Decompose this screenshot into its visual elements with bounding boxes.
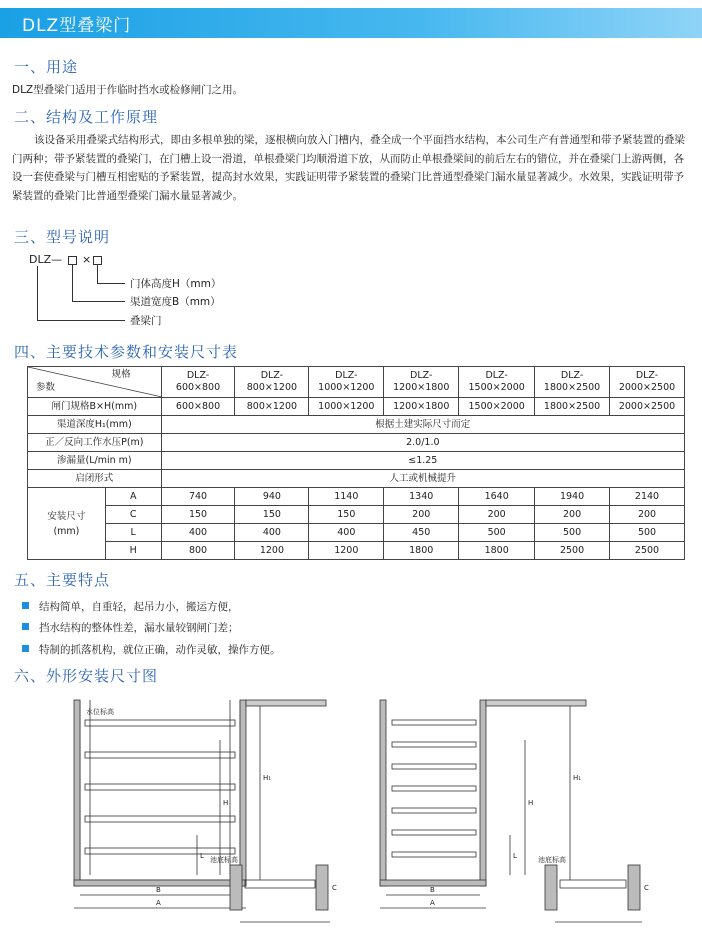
table-cell: 1340 [384,488,459,506]
leader-h-horizontal [97,283,125,284]
feature-text-1: 结构简单，自重轻，起吊力小，搬运方便， [39,601,239,613]
dim-h-label: H [223,799,229,807]
table-cell: 1500×2000 [459,398,535,416]
channel-depth-value: 根据土建实际尺寸而定 [161,416,684,434]
corner-param-label: 参数 [36,382,56,393]
model-code-times: × [82,253,92,266]
section-4-title: 四、主要技术参数和安装尺寸表 [14,343,239,361]
table-cell: 1800×2500 [535,398,610,416]
dim-c-label: C [332,884,337,892]
table-cell: 500 [535,524,610,542]
row-label-channel-depth: 渠道深度H₁(mm) [28,416,162,434]
dim-l-label: L [200,852,204,860]
spec-header-2: DLZ- 800×1200 [235,367,309,398]
dim-a-label: A [156,899,161,907]
model-label-height: 门体高度H（mm） [130,278,222,290]
row-label-operation: 启闭形式 [28,470,162,488]
table-row [28,524,685,542]
title-banner [0,8,702,38]
model-code-prefix: DLZ— [29,253,63,266]
table-corner-cell [28,367,162,398]
table-cell: 500 [610,524,685,542]
corner-spec-label: 规格 [111,369,131,380]
row-label-pressure: 正／反向工作水压P(m) [28,434,162,452]
section-2-title: 二、结构及工作原理 [14,108,159,126]
banner-title: DLZ型叠梁门 [22,16,132,36]
section-1-title: 一、用途 [14,58,79,76]
install-drawing-left [60,690,345,930]
water-level-label: 水位标高 [86,708,114,716]
spec-header-3: DLZ- 1000×1200 [309,367,384,398]
dim-b-label: B [156,886,161,894]
table-cell: 200 [384,506,459,524]
pressure-value: 2.0/1.0 [161,434,684,452]
table-cell: 400 [309,524,384,542]
section-5-title: 五、主要特点 [14,571,111,589]
table-cell: 1140 [309,488,384,506]
spec-header-1: DLZ- 600×800 [161,367,235,398]
leader-name-vertical [37,266,38,320]
leader-b-vertical [72,265,73,301]
bullet-square-icon [22,645,29,652]
bullet-square-icon [22,602,29,609]
spec-header-6: DLZ- 1800×2500 [535,367,610,398]
table-row [28,488,685,506]
table-cell: 200 [535,506,610,524]
table-row [28,416,685,434]
table-cell: 150 [235,506,309,524]
dim-h-label-right: H [528,799,534,807]
dim-h1-label-right: H₁ [573,774,582,782]
table-cell: 400 [235,524,309,542]
table-cell: 2000×2500 [610,398,685,416]
section-3-title: 三、型号说明 [14,228,111,246]
table-row [28,398,685,416]
table-cell: 600×800 [161,398,235,416]
dim-b-label-right: B [430,886,435,894]
operation-value: 人工或机械提升 [161,470,684,488]
table-cell: 1800 [459,542,535,560]
table-cell: 740 [161,488,235,506]
spec-table [27,366,685,560]
section-1-text: DLZ型叠梁门适用于作临时挡水或检修闸门之用。 [12,84,244,96]
leader-name-horizontal [37,320,125,321]
table-cell: 200 [459,506,535,524]
install-key-l: L [105,524,161,542]
model-box-h [93,256,102,265]
spec-header-4: DLZ- 1200×1800 [384,367,459,398]
install-key-a: A [105,488,161,506]
feature-item-2 [22,620,239,635]
leader-h-vertical [97,265,98,283]
table-cell: 800 [161,542,235,560]
install-drawing-right [370,690,670,930]
row-label-leakage: 渗漏量(L/min m) [28,452,162,470]
table-cell: 450 [384,524,459,542]
leader-b-horizontal [72,301,125,302]
table-cell: 800×1200 [235,398,309,416]
table-cell: 1640 [459,488,535,506]
model-label-name: 叠梁门 [130,315,162,327]
model-box-b [68,256,77,265]
leakage-value: ≤1.25 [161,452,684,470]
table-cell: 1800 [384,542,459,560]
dim-c-label-right: C [644,884,649,892]
bottom-level-label-right: 池底标高 [538,856,566,864]
table-cell: 940 [235,488,309,506]
bullet-square-icon [22,623,29,630]
model-label-width: 渠道宽度B（mm） [130,296,221,308]
dim-a-label-right: A [430,899,435,907]
section-2-text: 该设备采用叠梁式结构形式，即由多根单独的梁，逐根横向放入门槽内，叠全成一个平面挡水结构，本公司生产有普通型和带予紧装置的叠梁门两种；带予紧装置的叠梁门，在门槽上设一滑道，单根叠梁门均顺滑道下放，从而防止单根叠梁间的前后左右的错位，并在叠梁门上游两侧，各设一套使叠梁与门槽互相密贴的予紧装置，提高封水效果，实践证明带予紧装置的叠梁门比普通型叠梁门漏水量显著减少。水效果，实践证明带予紧装置的叠梁门比普通型叠梁门漏水量显著减少。 [12,134,685,202]
row-label-gate-spec: 闸门规格B×H(mm) [28,398,162,416]
table-cell: 2500 [535,542,610,560]
table-cell: 2140 [610,488,685,506]
install-key-c: C [105,506,161,524]
table-cell: 200 [610,506,685,524]
table-row [28,542,685,560]
table-cell: 1200 [309,542,384,560]
feature-item-1 [22,599,239,614]
table-cell: 2500 [610,542,685,560]
dim-l-label-right: L [513,852,517,860]
table-row [28,506,685,524]
dim-h1-label: H₁ [263,774,272,782]
table-cell: 1200 [235,542,309,560]
install-key-h: H [105,542,161,560]
row-label-install: 安装尺寸 (mm) [28,488,106,560]
bottom-level-label: 池底标高 [210,856,238,864]
table-cell: 1000×1200 [309,398,384,416]
feature-text-3: 特制的抓落机构，就位正确，动作灵敏，操作方便。 [39,644,281,656]
table-cell: 500 [459,524,535,542]
table-row [28,470,685,488]
feature-text-2: 挡水结构的整体性差，漏水量较钢闸门差； [39,622,239,634]
section-6-title: 六、外形安装尺寸图 [14,667,159,685]
table-row [28,452,685,470]
table-cell: 150 [309,506,384,524]
table-cell: 150 [161,506,235,524]
spec-header-5: DLZ- 1500×2000 [459,367,535,398]
table-cell: 1940 [535,488,610,506]
table-cell: 400 [161,524,235,542]
spec-header-7: DLZ- 2000×2500 [610,367,685,398]
feature-item-3 [22,642,281,657]
table-row [28,434,685,452]
table-cell: 1200×1800 [384,398,459,416]
